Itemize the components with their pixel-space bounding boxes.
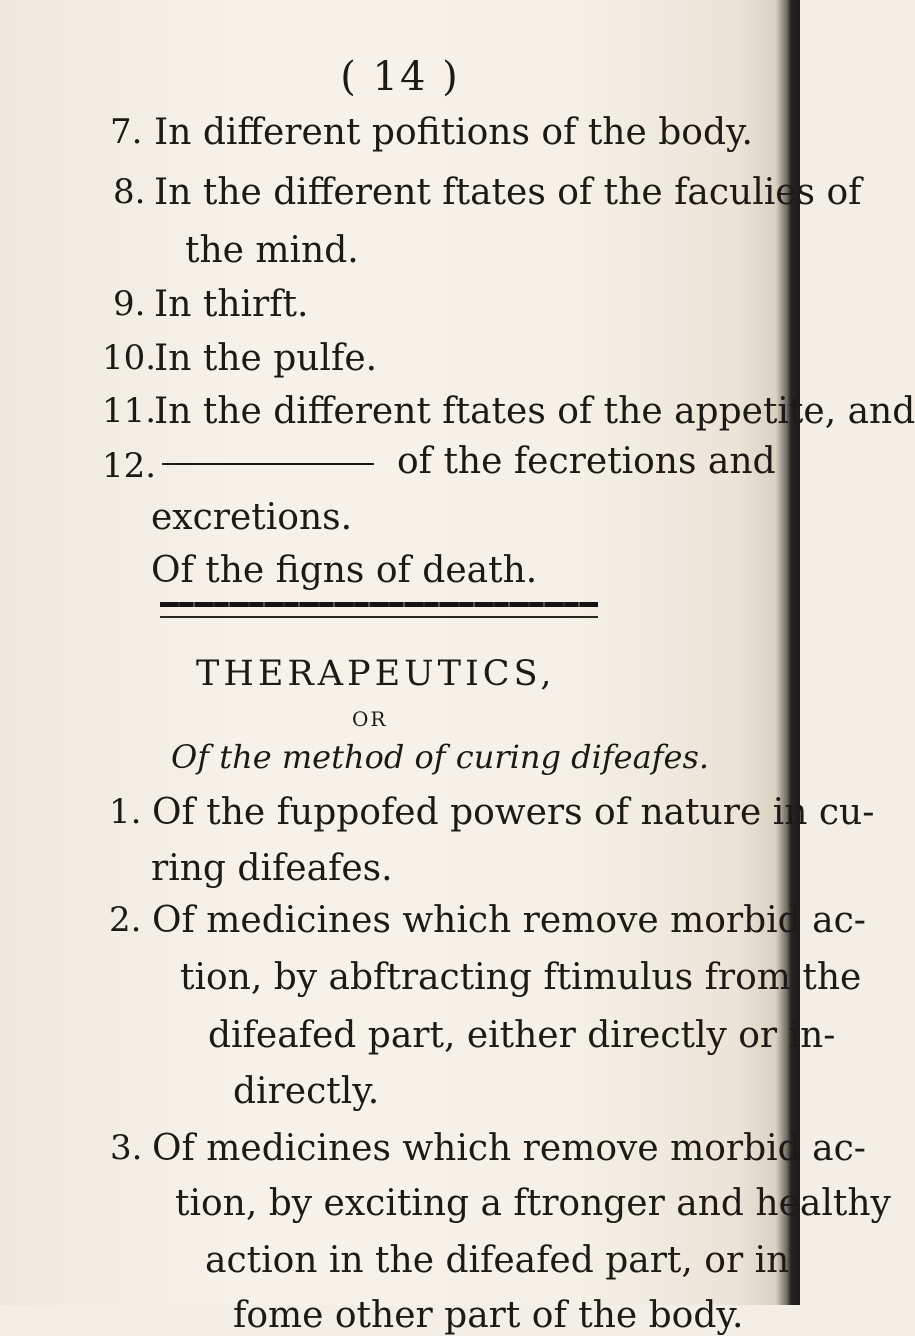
section-rule-thick	[160, 602, 598, 607]
therapeutics-number: 3.	[110, 1128, 143, 1168]
item-text: Of the figns of death.	[151, 550, 538, 591]
item-text: In the different ftates of the appetite, and	[154, 391, 915, 432]
therapeutics-text: fome other part of the body.	[233, 1295, 744, 1336]
therapeutics-text: directly.	[233, 1071, 380, 1112]
therapeutics-text: tion, by exciting a ftronger and healthy	[175, 1183, 891, 1224]
item-number: 9.	[113, 284, 146, 324]
item-text: the mind.	[185, 230, 359, 271]
item-number: 7.	[110, 112, 143, 152]
section-rule-thin	[160, 616, 598, 618]
therapeutics-number: 2.	[109, 900, 142, 940]
item-number: 12.	[102, 446, 157, 486]
therapeutics-number: 1.	[109, 792, 142, 832]
therapeutics-text: Of medicines which remove morbid ac-	[152, 1128, 866, 1169]
therapeutics-text: Of the fuppofed powers of nature in cu-	[152, 792, 875, 833]
page-number: ( 14 )	[340, 54, 460, 100]
item-text: In the pulfe.	[154, 338, 378, 379]
item-text: In the different ftates of the faculies of	[154, 172, 862, 213]
ditto-dash	[162, 463, 374, 465]
section-or: OR	[352, 707, 388, 731]
item-number: 10.	[102, 338, 157, 378]
item-number: 8.	[113, 172, 146, 212]
therapeutics-text: action in the difeafed part, or in	[205, 1240, 790, 1281]
item-text: of the fecretions and	[397, 441, 776, 482]
section-subtitle: Of the method of curing difeafes.	[171, 738, 710, 776]
therapeutics-text: tion, by abftracting ftimulus from the	[180, 957, 862, 998]
item-number: 11.	[102, 391, 157, 431]
section-title: THERAPEUTICS,	[196, 654, 556, 694]
therapeutics-text: ring difeafes.	[151, 848, 393, 889]
therapeutics-text: difeafed part, either directly or in-	[208, 1015, 836, 1056]
item-text: In thirft.	[154, 284, 309, 325]
item-text: excretions.	[151, 497, 353, 538]
therapeutics-text: Of medicines which remove morbid ac-	[152, 900, 866, 941]
item-text: In different pofitions of the body.	[154, 112, 753, 153]
